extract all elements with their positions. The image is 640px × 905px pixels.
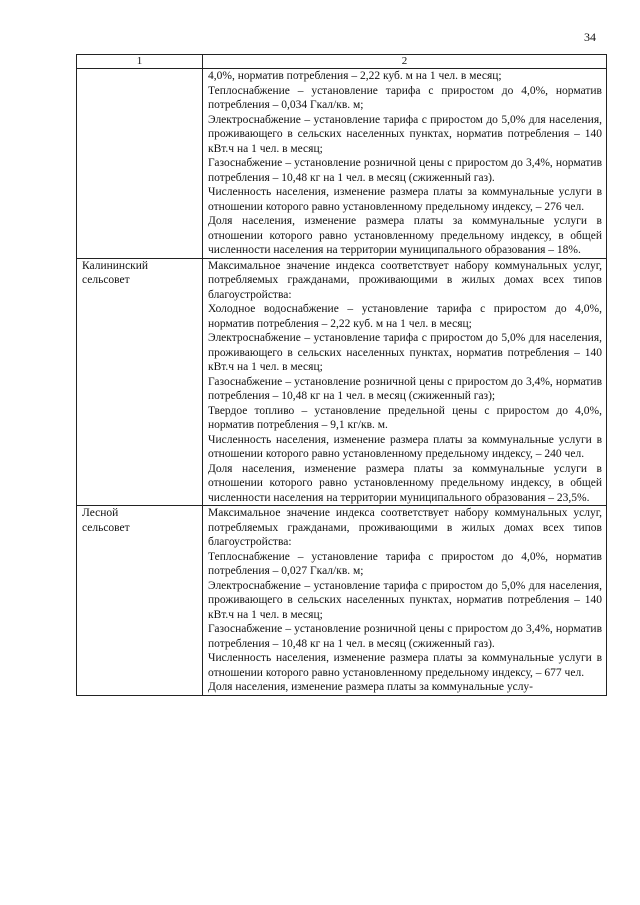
paragraph: Численность населения, изменение размера платы за коммунальные услуги в отношении которого равно установленному предельному индексу, – 240 чел. [208, 433, 602, 460]
page-number: 34 [584, 30, 596, 44]
description-cell [203, 258, 607, 506]
column-header-2: 2 [203, 55, 607, 69]
table-row [77, 506, 607, 696]
paragraph: Теплоснабжение – установление тарифа с приростом до 4,0%, норматив потребления – 0,027 Гкал/кв. м; [208, 550, 602, 577]
table-header-row [77, 55, 607, 69]
paragraph: Доля населения, изменение размера платы за коммунальные услуги в отношении которого равно установленному предельному индексу, в общей численности населения на территории муниципального образования – 18%. [208, 215, 602, 256]
paragraph: Максимальное значение индекса соответствует набору коммунальных услуг, потребляемых гражданами, проживающими в жилых домах всех типов благоустройства: [208, 507, 602, 548]
table-row [77, 258, 607, 506]
paragraph: Газоснабжение – установление розничной цены с приростом до 3,4%, норматив потребления – 10,48 кг на 1 чел. в месяц (сжиженный газ). [208, 623, 602, 650]
description-cell [203, 69, 607, 259]
paragraph: Газоснабжение – установление розничной цены с приростом до 3,4%, норматив потребления – 10,48 кг на 1 чел. в месяц (сжиженный газ); [208, 375, 602, 402]
municipality-cell [77, 506, 203, 696]
paragraph: Электроснабжение – установление тарифа с приростом до 5,0% для населения, проживающего в сельских населенных пунктах, норматив потребления – 140 кВт.ч на 1 чел. в месяц; [208, 579, 602, 621]
paragraph: Твердое топливо – установление предельной цены с приростом до 4,0%, норматив потребления – 9,1 кг/кв. м. [208, 404, 602, 431]
municipality-name: Лесной [82, 507, 119, 519]
municipality-type: сельсовет [82, 521, 130, 534]
paragraph: Электроснабжение – установление тарифа с приростом до 5,0% для населения, проживающего в сельских населенных пунктах, норматив потребления – 140 кВт.ч на 1 чел. в месяц; [208, 332, 602, 373]
table-row [77, 69, 607, 259]
paragraph: Доля населения, изменение размера платы за коммунальные услуги в отношении которого равно установленному предельному индексу, в общей численности населения на территории муниципального образования – 23,5%. [208, 462, 602, 504]
municipality-cell [77, 69, 203, 259]
column-header-1: 1 [77, 55, 203, 69]
paragraph: Численность населения, изменение размера платы за коммунальные услуги в отношении которого равно установленному предельному индексу, – 276 чел. [208, 186, 602, 213]
paragraph: Максимальное значение индекса соответствует набору коммунальных услуг, потребляемых гражданами, проживающими в жилых домах всех типов благоустройства: [208, 259, 602, 301]
utilities-table [76, 54, 607, 696]
paragraph: Доля населения, изменение размера платы за коммунальные услу- [208, 681, 534, 693]
municipality-type: сельсовет [82, 274, 130, 286]
paragraph: 4,0%, норматив потребления – 2,22 куб. м на 1 чел. в месяц; [208, 70, 502, 82]
description-cell [203, 506, 607, 696]
paragraph: Численность населения, изменение размера платы за коммунальные услуги в отношении которого равно установленному предельному индексу, – 677 чел. [208, 652, 602, 679]
municipality-cell [77, 258, 203, 506]
paragraph: Электроснабжение – установление тарифа с приростом до 5,0% для населения, проживающего в сельских населенных пунктах, норматив потребления – 140 кВт.ч на 1 чел. в месяц; [208, 113, 602, 155]
municipality-name: Калининский [82, 259, 149, 272]
paragraph: Теплоснабжение – установление тарифа с приростом до 4,0%, норматив потребления – 0,034 Гкал/кв. м; [208, 84, 602, 111]
paragraph: Газоснабжение – установление розничной цены с приростом до 3,4%, норматив потребления – 10,48 кг на 1 чел. в месяц (сжиженный газ). [208, 157, 602, 184]
paragraph: Холодное водоснабжение – установление тарифа с приростом до 4,0%, норматив потребления – 2,22 куб. м на 1 чел. в месяц; [208, 303, 602, 330]
